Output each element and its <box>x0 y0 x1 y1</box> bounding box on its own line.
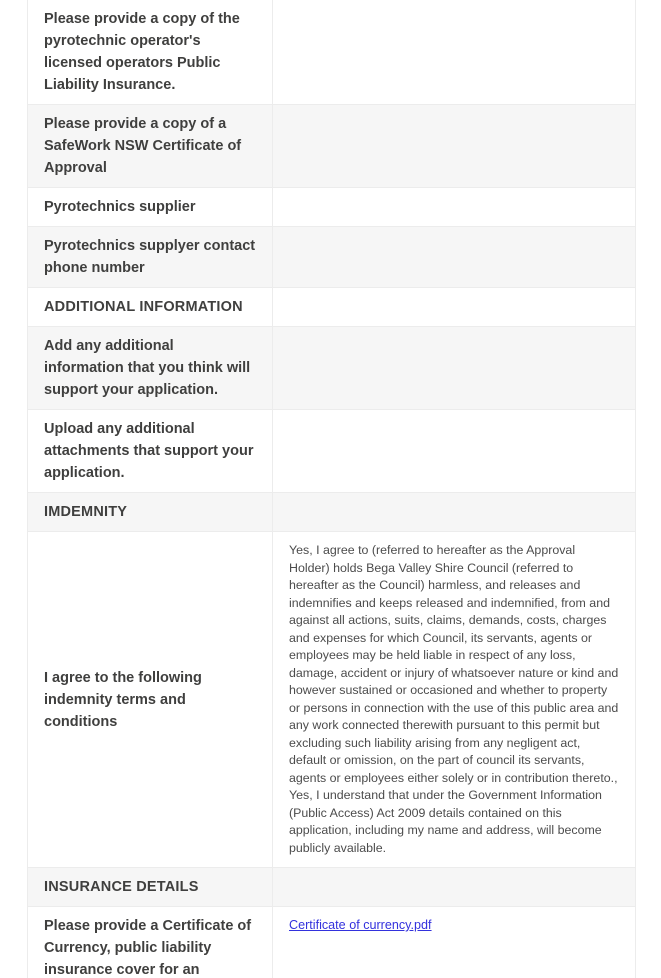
field-label: Pyrotechnics supplyer contact phone number <box>28 227 273 288</box>
field-value <box>273 493 636 532</box>
table-row <box>28 907 636 978</box>
section-header: INSURANCE DETAILS <box>28 868 273 907</box>
field-value <box>273 327 636 410</box>
section-row <box>28 493 636 532</box>
field-value <box>273 907 636 978</box>
field-label: Please provide a copy of a SafeWork NSW Certificate of Approval <box>28 105 273 188</box>
field-label: I agree to the following indemnity terms and conditions <box>28 532 273 868</box>
field-label: Please provide a copy of the pyrotechnic operator's licensed operators Public Liability Insurance. <box>28 0 273 105</box>
field-value <box>273 188 636 227</box>
field-value <box>273 105 636 188</box>
section-row <box>28 868 636 907</box>
field-label: Please provide a Certificate of Currency, public liability insurance cover for an <box>28 907 273 978</box>
field-value <box>273 0 636 105</box>
attachment-link[interactable]: Certificate of currency.pdf <box>289 918 432 932</box>
section-header: ADDITIONAL INFORMATION <box>28 288 273 327</box>
application-summary-table <box>27 0 636 978</box>
table-row <box>28 0 636 105</box>
field-value <box>273 868 636 907</box>
table-body <box>28 0 636 978</box>
section-header: IMDEMNITY <box>28 493 273 532</box>
table-row <box>28 227 636 288</box>
table-row <box>28 327 636 410</box>
table-row <box>28 188 636 227</box>
field-label: Add any additional information that you think will support your application. <box>28 327 273 410</box>
application-form-review <box>27 0 636 978</box>
table-row <box>28 105 636 188</box>
field-value <box>273 410 636 493</box>
table-row <box>28 532 636 868</box>
field-label: Pyrotechnics supplier <box>28 188 273 227</box>
section-row <box>28 288 636 327</box>
table-row <box>28 410 636 493</box>
field-value <box>273 288 636 327</box>
field-value <box>273 227 636 288</box>
field-label: Upload any additional attachments that support your application. <box>28 410 273 493</box>
field-value: Yes, I agree to (referred to hereafter as the Approval Holder) holds Bega Valley Shire Council (referred to hereafter as the Council) harmless, and releases and indemnifies and keeps released and indemnified, from and against all actions, suits, claims, demands, costs, charges and expenses for which Council, its servants, agents or employees may be held liable in respect of any loss, damage, accident or injury of whatsoever nature or kind and however sustained or occasioned and whether to property or persons in connection with the use of this public area and any work connected therewith pursuant to this permit but excluding such liability arising from any negligent act, default or omission, on the part of council its servants, agents or employees either solely or in contribution thereto., Yes, I understand that under the Government Information (Public Access) Act 2009 details contained on this application, including my name and address, will become publicly available. <box>273 532 636 868</box>
